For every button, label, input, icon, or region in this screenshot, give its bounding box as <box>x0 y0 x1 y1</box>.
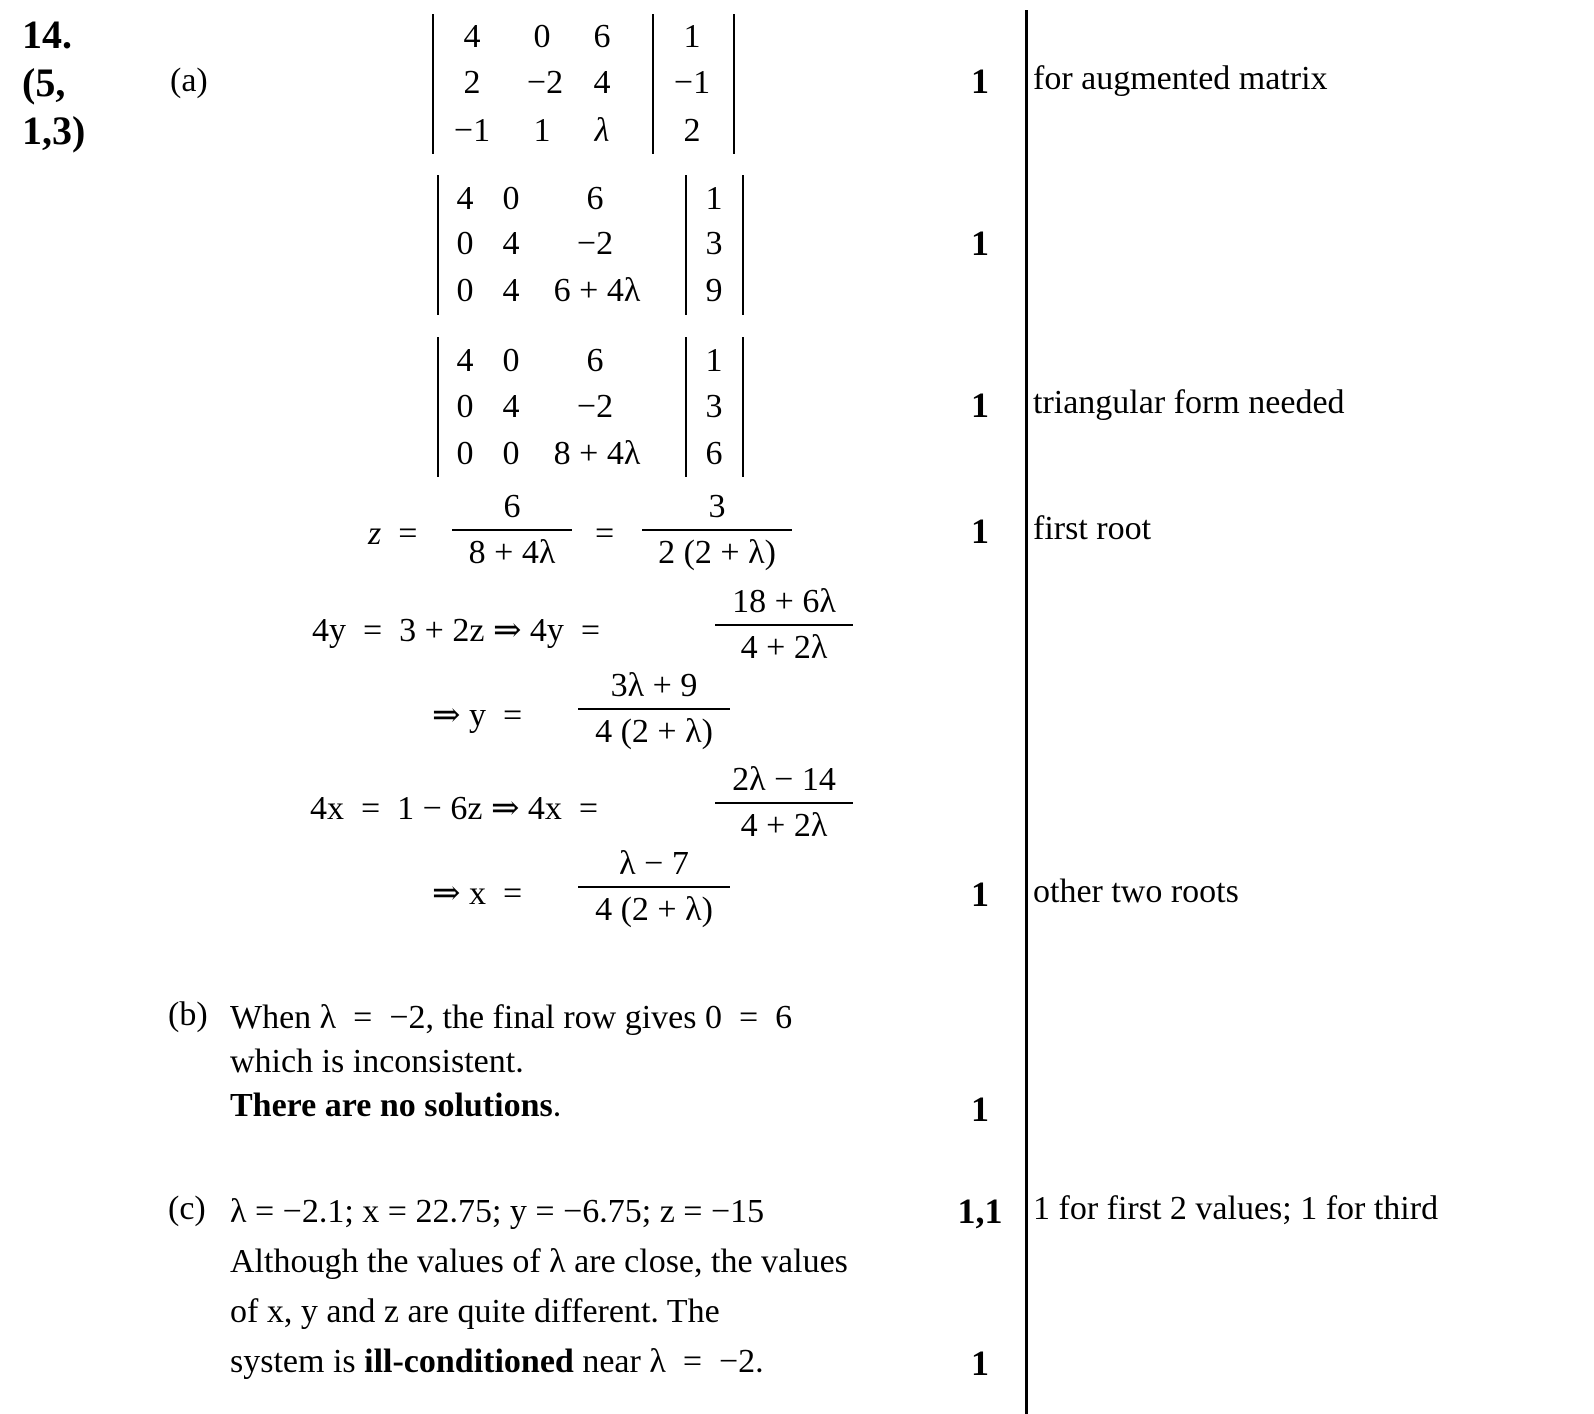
mark-comment: triangular form needed <box>1033 384 1345 421</box>
y-eq1-numerator: 18 + 6λ <box>732 583 836 620</box>
matrix-cell: 0 <box>456 388 474 425</box>
question-marks-line1: (5, <box>22 60 66 105</box>
matrix-cell: 0 <box>456 225 474 262</box>
line4-end: near λ = −2. <box>573 1343 764 1380</box>
part-c-label: (c) <box>168 1190 206 1227</box>
part-a-label: (a) <box>170 62 208 99</box>
matrix-cell: 6 + 4λ <box>553 272 641 309</box>
mark-comment: other two roots <box>1033 873 1239 910</box>
x-eq1-numerator: 2λ − 14 <box>732 761 836 798</box>
matrix-cell: 0 <box>502 180 520 217</box>
mark-comment: 1 for first 2 values; 1 for third <box>1033 1190 1439 1227</box>
z-fraction1-numerator: 6 <box>503 488 521 525</box>
x-eq2-lhs: ⇒ x = <box>432 875 523 912</box>
part-b-line3 <box>230 1082 561 1130</box>
part-b-line2: which is inconsistent. <box>230 1043 524 1080</box>
matrix-cell: 6 <box>593 18 611 55</box>
y-eq2-numerator: 3λ + 9 <box>610 667 698 704</box>
y-eq2-lhs: ⇒ y = <box>432 697 523 734</box>
matrix-cell: 4 <box>502 225 520 262</box>
matrix-cell: −2 <box>576 225 614 262</box>
matrix-cell: 2 <box>463 64 481 101</box>
ill-conditioned-text: ill-conditioned <box>364 1343 574 1380</box>
x-eq1-lhs: 4x = 1 − 6z ⇒ 4x = <box>310 790 599 827</box>
x-eq1-denominator: 4 + 2λ <box>740 807 828 844</box>
question-number: 14. <box>22 12 72 57</box>
x-eq2-numerator: λ − 7 <box>619 845 689 882</box>
z-fraction2-numerator: 3 <box>708 488 726 525</box>
matrix-cell: 0 <box>502 435 520 472</box>
matrix-cell: 0 <box>456 435 474 472</box>
mark-value: 1 <box>971 223 989 263</box>
mark-comment: first root <box>1033 510 1152 547</box>
y-eq2-denominator: 4 (2 + λ) <box>595 713 713 750</box>
mark-value: 1 <box>971 1089 989 1129</box>
matrix-cell: −2 <box>576 388 614 425</box>
matrix-cell: 4 <box>593 64 611 101</box>
matrix-cell: 4 <box>502 272 520 309</box>
matrix-cell: −2 <box>526 64 564 101</box>
z-variable: z <box>368 515 382 552</box>
matrix-cell: 6 <box>586 342 604 379</box>
period: . <box>552 1087 562 1124</box>
mark-value: 1 <box>971 385 989 425</box>
part-b-line1: When λ = −2, the final row gives 0 = 6 <box>230 999 793 1036</box>
mark-comment: for augmented matrix <box>1033 60 1328 97</box>
matrix-cell: 6 <box>586 180 604 217</box>
matrix-cell: 3 <box>705 388 723 425</box>
question-marks-line2: 1,3) <box>22 108 86 153</box>
matrix-cell: 1 <box>683 18 701 55</box>
matrix-cell: 4 <box>502 388 520 425</box>
matrix-cell: 6 <box>705 435 723 472</box>
matrix-cell: 4 <box>456 342 474 379</box>
z-fraction2-denominator: 2 (2 + λ) <box>658 534 776 571</box>
matrix-cell: 0 <box>502 342 520 379</box>
no-solutions-text: There are no solutions <box>230 1087 553 1124</box>
matrix-cell: 1 <box>533 112 551 149</box>
matrix-cell: 0 <box>456 272 474 309</box>
matrix-cell: −1 <box>673 64 711 101</box>
mark-comment-divider <box>1025 10 1028 1414</box>
part-c-line3: of x, y and z are quite different. The <box>230 1293 720 1330</box>
matrix-cell: 4 <box>463 18 481 55</box>
mark-value: 1 <box>971 61 989 101</box>
y-eq1-denominator: 4 + 2λ <box>740 629 828 666</box>
matrix-cell: 4 <box>456 180 474 217</box>
matrix-cell: 1 <box>705 342 723 379</box>
mark-value: 1 <box>971 874 989 914</box>
x-eq2-denominator: 4 (2 + λ) <box>595 891 713 928</box>
mark-value: 1 <box>971 1343 989 1383</box>
matrix-cell: 0 <box>533 18 551 55</box>
matrix-cell: 1 <box>705 180 723 217</box>
matrix-cell: −1 <box>453 112 491 149</box>
matrix-cell: 9 <box>705 272 723 309</box>
matrix-cell: 8 + 4λ <box>553 435 641 472</box>
y-eq1-lhs: 4y = 3 + 2z ⇒ 4y = <box>312 612 601 649</box>
matrix-cell: λ <box>594 112 610 149</box>
part-c-line4 <box>230 1338 764 1386</box>
matrix-cell: 3 <box>705 225 723 262</box>
line4-start: system is <box>230 1343 365 1380</box>
mark-value: 1,1 <box>957 1191 1003 1231</box>
part-c-line1: λ = −2.1; x = 22.75; y = −6.75; z = −15 <box>230 1193 765 1230</box>
part-c-line2: Although the values of λ are close, the values <box>230 1243 848 1280</box>
z-fraction1-denominator: 8 + 4λ <box>468 534 556 571</box>
mark-value: 1 <box>971 511 989 551</box>
matrix-cell: 2 <box>683 112 701 149</box>
part-b-label: (b) <box>168 996 208 1033</box>
